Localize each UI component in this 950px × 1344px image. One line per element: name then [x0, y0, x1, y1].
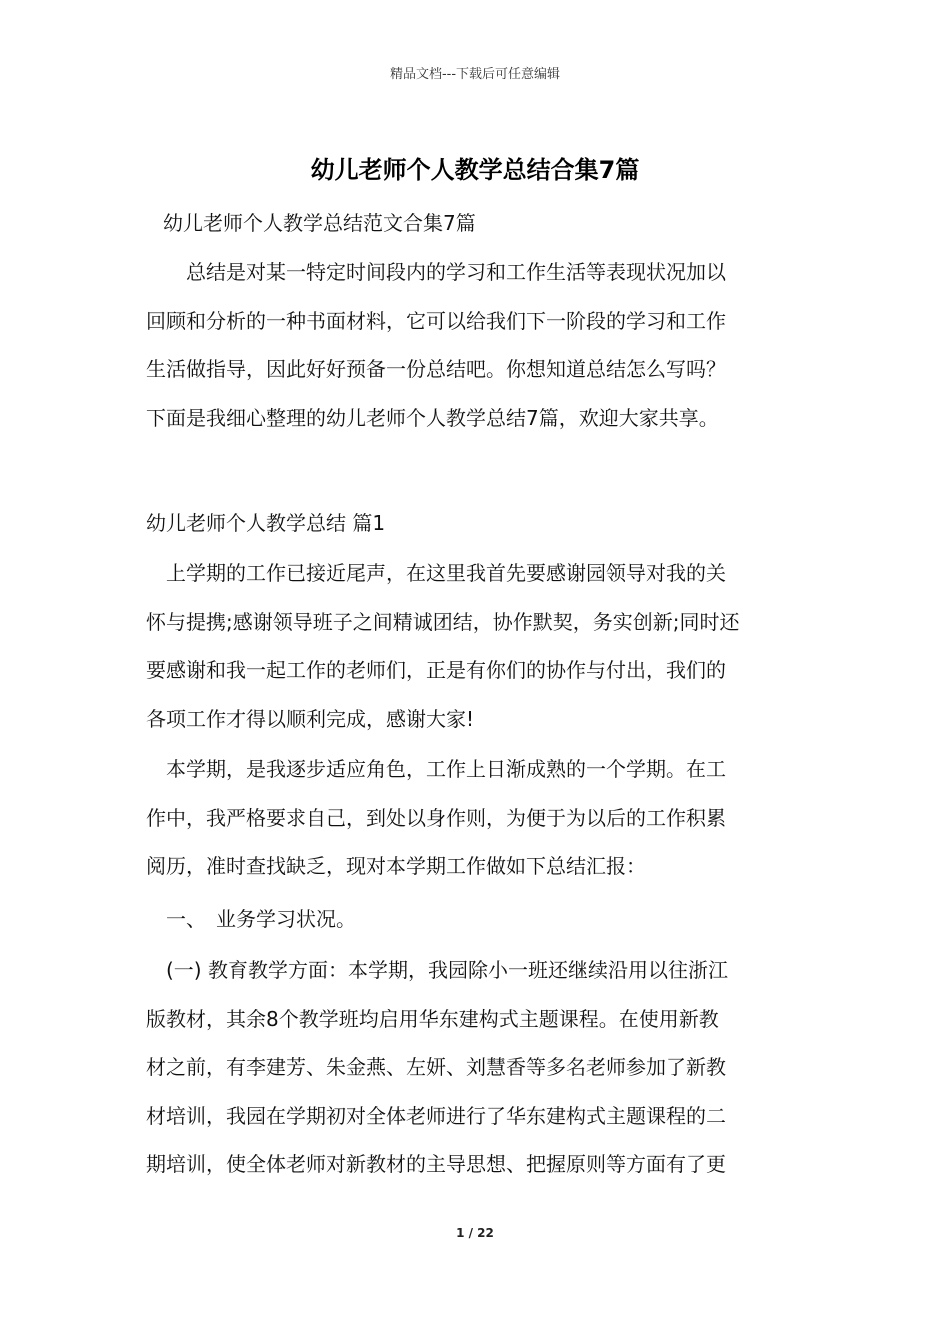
- page-number: 1 / 22: [456, 1226, 494, 1240]
- paragraph-line: 下面是我细心整理的幼儿老师个人教学总结7篇，欢迎大家共享。: [146, 405, 719, 430]
- paragraph-line: 材培训，我园在学期初对全体老师进行了华东建构式主题课程的二: [146, 1103, 726, 1128]
- document-title: 幼儿老师个人教学总结合集7篇: [310, 156, 640, 184]
- paragraph-2: [146, 745, 808, 891]
- paragraph-line: 作中，我严格要求自己，到处以身作则，为便于为以后的工作积累: [146, 805, 726, 830]
- section-heading: 幼儿老师个人教学总结 篇1: [146, 511, 386, 535]
- paragraph-line: (一) 教育教学方面：本学期，我园除小一班还继续沿用以往浙江: [146, 958, 728, 982]
- paragraph-line: 要感谢和我一起工作的老师们，正是有你们的协作与付出，我们的: [146, 658, 726, 682]
- paragraph-line: 怀与提携;感谢领导班子之间精诚团结，协作默契，务实创新;同时还: [146, 609, 740, 634]
- paragraph-1: [146, 549, 808, 743]
- paragraph-line: 总结是对某一特定时间段内的学习和工作生活等表现状况加以: [146, 260, 726, 284]
- list-item-text: 一、 业务学习状况。: [146, 907, 356, 931]
- header-note: 精品文档---下载后可任意编辑: [389, 67, 561, 82]
- paragraph-line: 材之前，有李建芳、朱金燕、左妍、刘慧香等多名老师参加了新教: [146, 1055, 726, 1079]
- paragraph-line: 各项工作才得以顺利完成，感谢大家!: [146, 706, 475, 731]
- paragraph-line: 本学期，是我逐步适应角色，工作上日渐成熟的一个学期。在工: [146, 757, 726, 781]
- paragraph-line: 上学期的工作已接近尾声，在这里我首先要感谢园领导对我的关: [146, 561, 726, 585]
- paragraph-line: 生活做指导，因此好好预备一份总结吧。你想知道总结怎么写吗？: [146, 357, 726, 381]
- intro-paragraph: [146, 248, 808, 442]
- paragraph-line: 回顾和分析的一种书面材料，它可以给我们下一阶段的学习和工作: [146, 308, 726, 333]
- list-item: [146, 895, 808, 944]
- paragraph-line: 阅历，准时查找缺乏，现对本学期工作做如下总结汇报：: [146, 854, 646, 878]
- paragraph-line: 版教材，其余8个教学班均启用华东建构式主题课程。在使用新教: [146, 1006, 719, 1031]
- paragraph-3: [146, 946, 808, 1189]
- paragraph-line: 期培训，使全体老师对新教材的主导思想、把握原则等方面有了更: [146, 1152, 726, 1176]
- document-subtitle: 幼儿老师个人教学总结范文合集7篇: [163, 211, 476, 235]
